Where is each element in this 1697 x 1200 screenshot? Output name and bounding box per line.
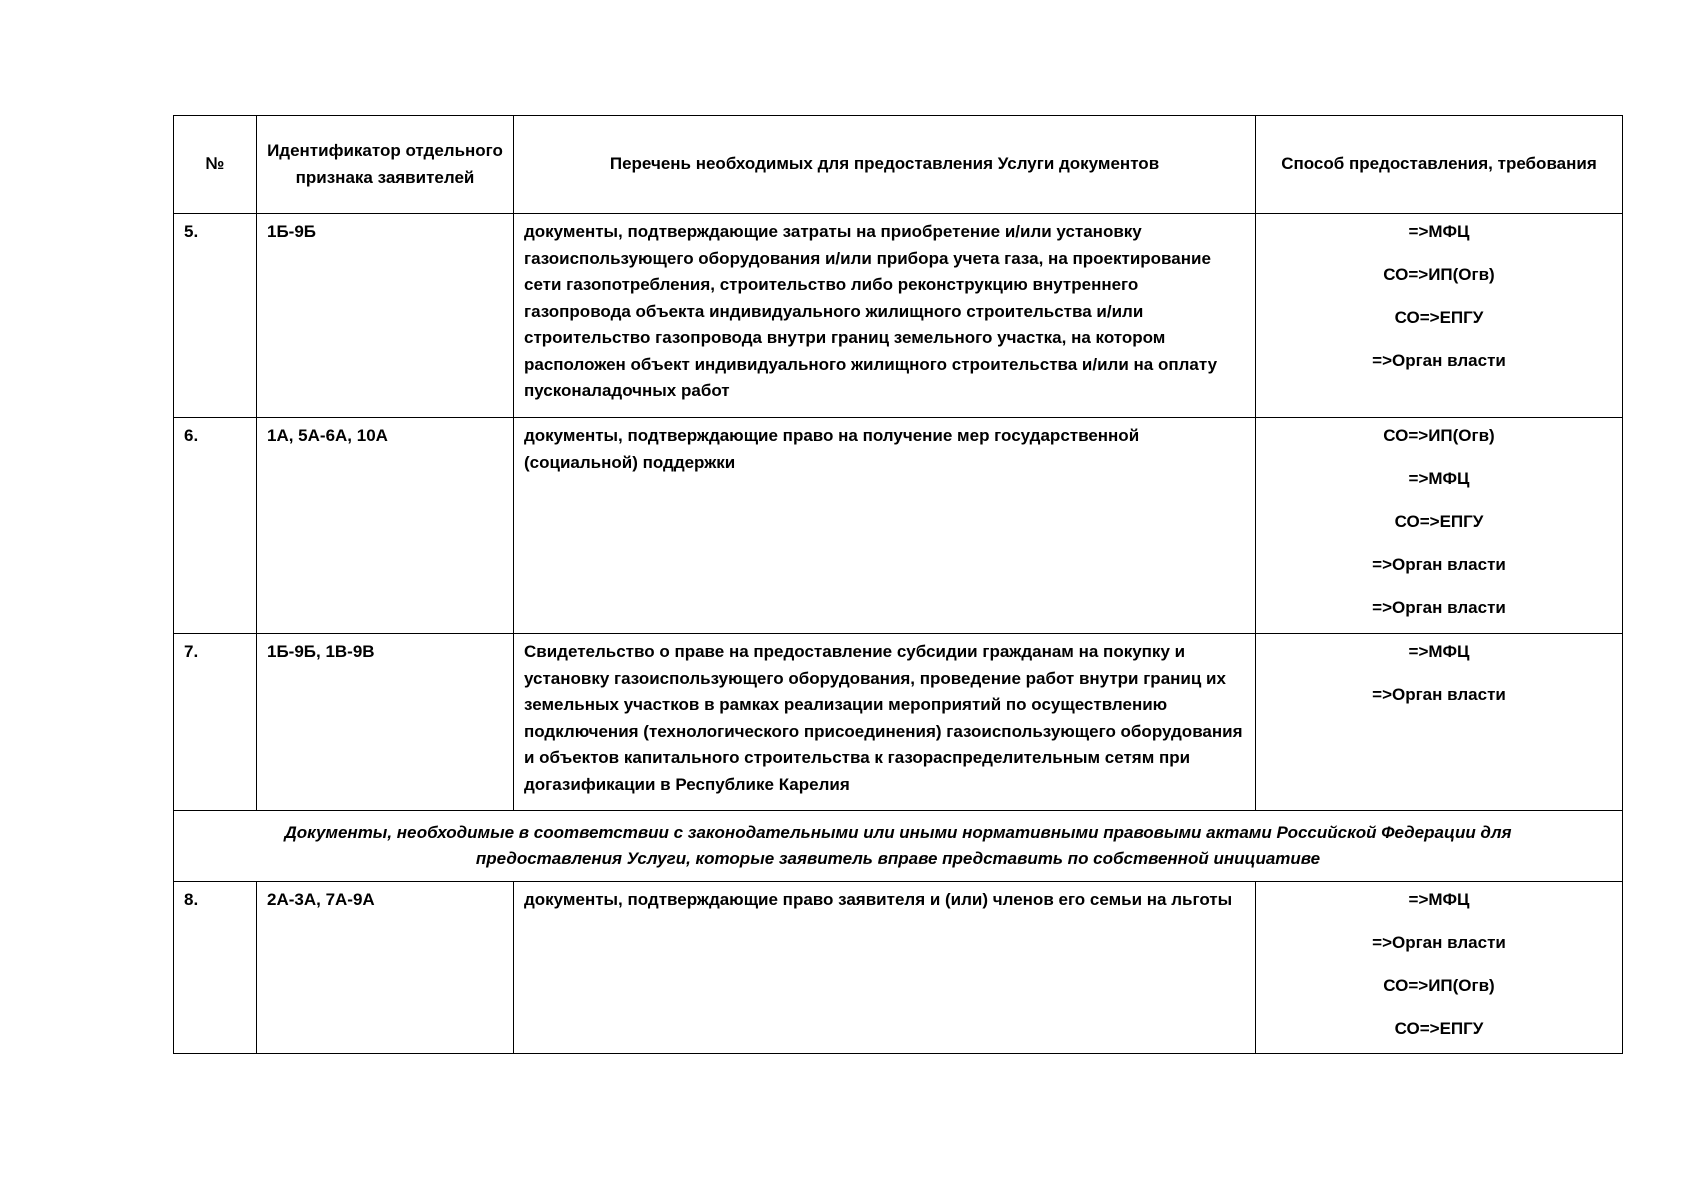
table-row — [174, 214, 1623, 418]
method-item: СО=>ЕПГУ — [1394, 1019, 1484, 1038]
method-item: СО=>ИП(Огв) — [1383, 976, 1495, 995]
header-identifier: Идентификатор отдельного признака заявителей — [257, 116, 514, 214]
row-methods — [1256, 214, 1623, 418]
table-row — [174, 418, 1623, 634]
header-method: Способ предоставления, требования — [1256, 116, 1623, 214]
header-documents: Перечень необходимых для предоставления Услуги документов — [514, 116, 1256, 214]
row-documents: документы, подтверждающие затраты на приобретение и/или установку газоиспользующего оборудования и/или прибора учета газа, на проектирование сети газопотребления, строительство либо реконструкцию внутреннего газопровода объекта индивидуального жилищного строительства и/или строительство газопровода внутри границ земельного участка, на котором расположен объект индивидуального жилищного строительства и/или на оплату пусконаладочных работ — [514, 214, 1256, 418]
method-item: СО=>ИП(Огв) — [1383, 265, 1495, 284]
documents-table — [173, 115, 1623, 1054]
row-identifier: 1Б-9Б, 1В-9В — [257, 634, 514, 811]
header-row — [174, 116, 1623, 214]
method-item: =>МФЦ — [1408, 222, 1470, 241]
method-item: =>МФЦ — [1408, 642, 1470, 661]
row-identifier: 2А-3А, 7А-9А — [257, 882, 514, 1054]
method-item: =>Орган власти — [1372, 685, 1506, 704]
method-item: =>МФЦ — [1408, 890, 1470, 909]
table-row — [174, 634, 1623, 811]
table-body — [174, 214, 1623, 1054]
section-heading: Документы, необходимые в соответствии с законодательными или иными нормативными правовыми актами Российской Федерации для предоставления Услуги, которые заявитель вправе представить по собственной инициативе — [174, 811, 1623, 882]
row-identifier: 1Б-9Б — [257, 214, 514, 418]
row-identifier: 1А, 5А-6А, 10А — [257, 418, 514, 634]
method-item: =>Орган власти — [1372, 351, 1506, 370]
table-row — [174, 882, 1623, 1054]
row-num: 6. — [174, 418, 257, 634]
table-header — [174, 116, 1623, 214]
method-item: =>Орган власти — [1372, 598, 1506, 617]
row-num: 7. — [174, 634, 257, 811]
row-methods — [1256, 634, 1623, 811]
row-num: 5. — [174, 214, 257, 418]
row-documents: документы, подтверждающие право заявителя и (или) членов его семьи на льготы — [514, 882, 1256, 1054]
row-num: 8. — [174, 882, 257, 1054]
method-item: =>Орган власти — [1372, 555, 1506, 574]
method-item: =>Орган власти — [1372, 933, 1506, 952]
row-documents: документы, подтверждающие право на получение мер государственной (социальной) поддержки — [514, 418, 1256, 634]
method-item: СО=>ЕПГУ — [1394, 512, 1484, 531]
method-item: СО=>ЕПГУ — [1394, 308, 1484, 327]
section-row — [174, 811, 1623, 882]
method-item: =>МФЦ — [1408, 469, 1470, 488]
header-num: № — [174, 116, 257, 214]
row-methods — [1256, 418, 1623, 634]
row-documents: Свидетельство о праве на предоставление субсидии гражданам на покупку и установку газоиспользующего оборудования, проведение работ внутри границ их земельных участков в рамках реализации мероприятий по осуществлению подключения (технологического присоединения) газоиспользующего оборудования и объектов капитального строительства к газораспределительным сетям при догазификации в Республике Карелия — [514, 634, 1256, 811]
method-item: СО=>ИП(Огв) — [1383, 426, 1495, 445]
row-methods — [1256, 882, 1623, 1054]
